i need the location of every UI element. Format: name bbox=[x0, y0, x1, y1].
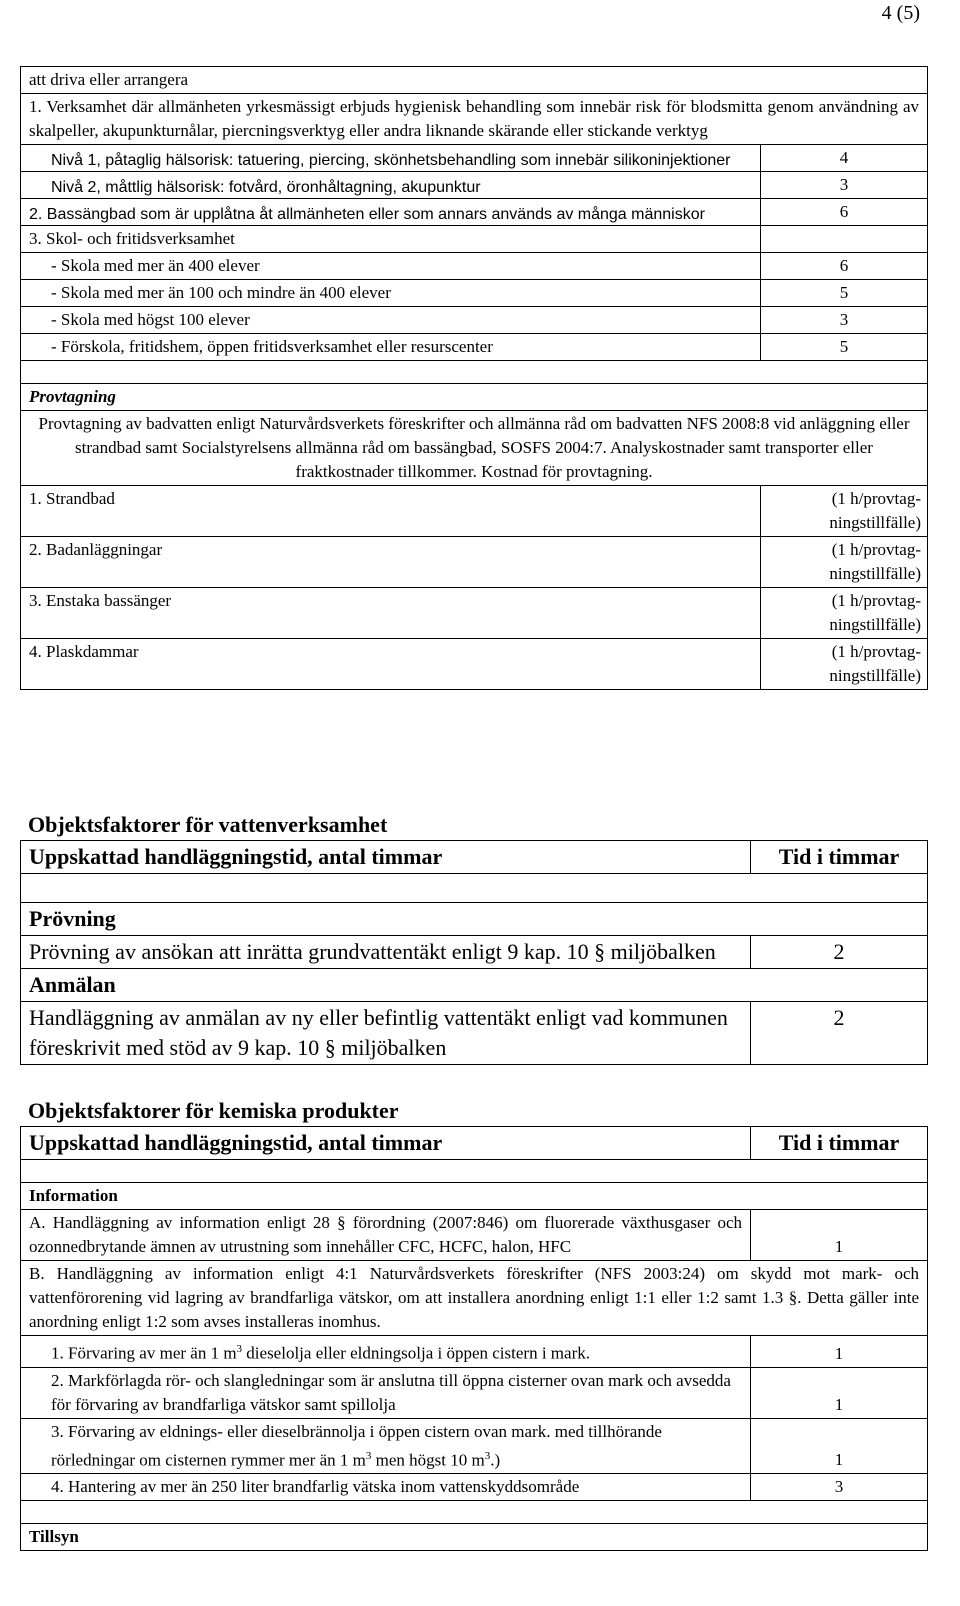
info-b-sub3-text: 3. Förvaring av eldnings- eller dieselbrännolja i öppen cistern ovan mark. med tillhörande rörledningar om cisternen rymmer mer än 1 $m^3$ men högst 10 $m^3$.) bbox=[21, 1418, 751, 1474]
item2-text: 2. Bassängbad som är upplåtna åt allmänheten eller som annars används av många människor bbox=[21, 199, 761, 226]
info-b-sub1-value: 1 bbox=[751, 1336, 928, 1368]
water-col1-header: Uppskattad handläggningstid, antal timmar bbox=[21, 841, 751, 874]
page-number: 4 (5) bbox=[881, 2, 920, 24]
item2-value: 6 bbox=[761, 199, 928, 226]
provning-text: Prövning av ansökan att inrätta grundvattentäkt enligt 9 kap. 10 § miljöbalken bbox=[21, 936, 751, 969]
sampling-item-text: 3. Enstaka bassänger bbox=[21, 588, 761, 639]
school-row-value: 3 bbox=[761, 307, 928, 334]
provning-value: 2 bbox=[751, 936, 928, 969]
sampling-item-value-cont: ningstillfälle) bbox=[829, 666, 921, 685]
sampling-item-text: 4. Plaskdammar bbox=[21, 639, 761, 690]
sampling-description: Provtagning av badvatten enligt Naturvårdsverkets föreskrifter och allmänna råd om badvatten NFS 2008:8 vid anläggning eller strandbad samt Socialstyrelsens allmänna råd om bassängbad, SOSFS 2004:7. Analyskostnader samt transporter eller fraktkostnader tillkommer. Kostnad för provtagning. bbox=[21, 411, 928, 486]
sampling-item-text: 1. Strandbad bbox=[21, 486, 761, 537]
spacer-row bbox=[21, 1160, 928, 1183]
info-b-sub3-value: 1 bbox=[751, 1418, 928, 1474]
info-a-value: 1 bbox=[751, 1210, 928, 1261]
school-row-text: - Förskola, fritidshem, öppen fritidsverksamhet eller resurscenter bbox=[21, 334, 761, 361]
anmalan-heading: Anmälan bbox=[21, 969, 928, 1002]
sampling-item-value: (1 h/provtag- bbox=[831, 591, 921, 610]
school-row-value: 5 bbox=[761, 280, 928, 307]
health-fees-table bbox=[20, 66, 928, 690]
info-b-sub4-text: 4. Hantering av mer än 250 liter brandfarlig vätska inom vattenskyddsområde bbox=[21, 1474, 751, 1501]
sampling-item-value: (1 h/provtag- bbox=[831, 540, 921, 559]
water-table bbox=[20, 840, 928, 1065]
sampling-item-value-cont: ningstillfälle) bbox=[829, 564, 921, 583]
niva2-text: Nivå 2, måttlig hälsorisk: fotvård, öronhåltagning, akupunktur bbox=[21, 172, 761, 199]
provning-heading: Prövning bbox=[21, 903, 928, 936]
sampling-item-text: 2. Badanläggningar bbox=[21, 537, 761, 588]
spacer-row bbox=[21, 874, 928, 903]
info-heading: Information bbox=[21, 1183, 928, 1210]
info-b-text: B. Handläggning av information enligt 4:1 Naturvårdsverkets föreskrifter (NFS 2003:24) om skydd mot mark- och vattenförorening vid lagring av brandfarliga vätskor, om att installera anordning enligt 1:1 eller 1:2 samt 1.3 §. Detta gäller inte anordning enligt 1:2 som avses installeras inomhus. bbox=[21, 1261, 928, 1336]
niva1-value: 4 bbox=[761, 145, 928, 172]
chem-col1-header: Uppskattad handläggningstid, antal timmar bbox=[21, 1127, 751, 1160]
item3-value bbox=[761, 226, 928, 253]
tillsyn-heading: Tillsyn bbox=[21, 1524, 928, 1551]
intro-text: att driva eller arrangera bbox=[21, 67, 928, 94]
info-b-sub2-text: 2. Markförlagda rör- och slangledningar som är anslutna till öppna cisterner ovan mark och avsedda för förvaring av brandfarliga vätskor samt spillolja bbox=[21, 1367, 751, 1418]
school-row-text: - Skola med högst 100 elever bbox=[21, 307, 761, 334]
niva1-text: Nivå 1, påtaglig hälsorisk: tatuering, piercing, skönhetsbehandling som innebär silikoninjektioner bbox=[21, 145, 761, 172]
info-b-sub1-text: 1. Förvaring av mer än 1 $m^3$ dieselolja eller eldningsolja i öppen cistern i mark. bbox=[21, 1336, 751, 1368]
chem-title: Objektsfaktorer för kemiska produkter bbox=[28, 1098, 399, 1123]
spacer-row bbox=[21, 361, 928, 384]
sampling-heading: Provtagning bbox=[21, 384, 928, 411]
spacer-row bbox=[21, 1501, 928, 1524]
school-row-text: - Skola med mer än 100 och mindre än 400 elever bbox=[21, 280, 761, 307]
chem-col2-header: Tid i timmar bbox=[751, 1127, 928, 1160]
sampling-item-value: (1 h/provtag- bbox=[831, 642, 921, 661]
sampling-item-value-cont: ningstillfälle) bbox=[829, 513, 921, 532]
sampling-item-value: (1 h/provtag- bbox=[831, 489, 921, 508]
water-title: Objektsfaktorer för vattenverksamhet bbox=[28, 812, 388, 837]
school-row-value: 5 bbox=[761, 334, 928, 361]
anmalan-value: 2 bbox=[751, 1002, 928, 1065]
chem-table bbox=[20, 1126, 928, 1551]
water-col2-header: Tid i timmar bbox=[751, 841, 928, 874]
anmalan-text: Handläggning av anmälan av ny eller befintlig vattentäkt enligt vad kommunen föreskrivit med stöd av 9 kap. 10 § miljöbalken bbox=[21, 1002, 751, 1065]
sampling-item-value-cont: ningstillfälle) bbox=[829, 615, 921, 634]
school-row-text: - Skola med mer än 400 elever bbox=[21, 253, 761, 280]
niva2-value: 3 bbox=[761, 172, 928, 199]
item1-text: 1. Verksamhet där allmänheten yrkesmässigt erbjuds hygienisk behandling som innebär risk för blodsmitta genom användning av skalpeller, akupunkturnålar, piercningsverktyg eller andra liknande skärande eller stickande verktyg bbox=[21, 94, 928, 145]
info-a-text: A. Handläggning av information enligt 28 § förordning (2007:846) om fluorerade växthusgaser och ozonnedbrytande ämnen av utrustning som innehåller CFC, HCFC, halon, HFC bbox=[21, 1210, 751, 1261]
info-b-sub2-value: 1 bbox=[751, 1367, 928, 1418]
info-b-sub4-value: 3 bbox=[751, 1474, 928, 1501]
item3-text: 3. Skol- och fritidsverksamhet bbox=[21, 226, 761, 253]
school-row-value: 6 bbox=[761, 253, 928, 280]
